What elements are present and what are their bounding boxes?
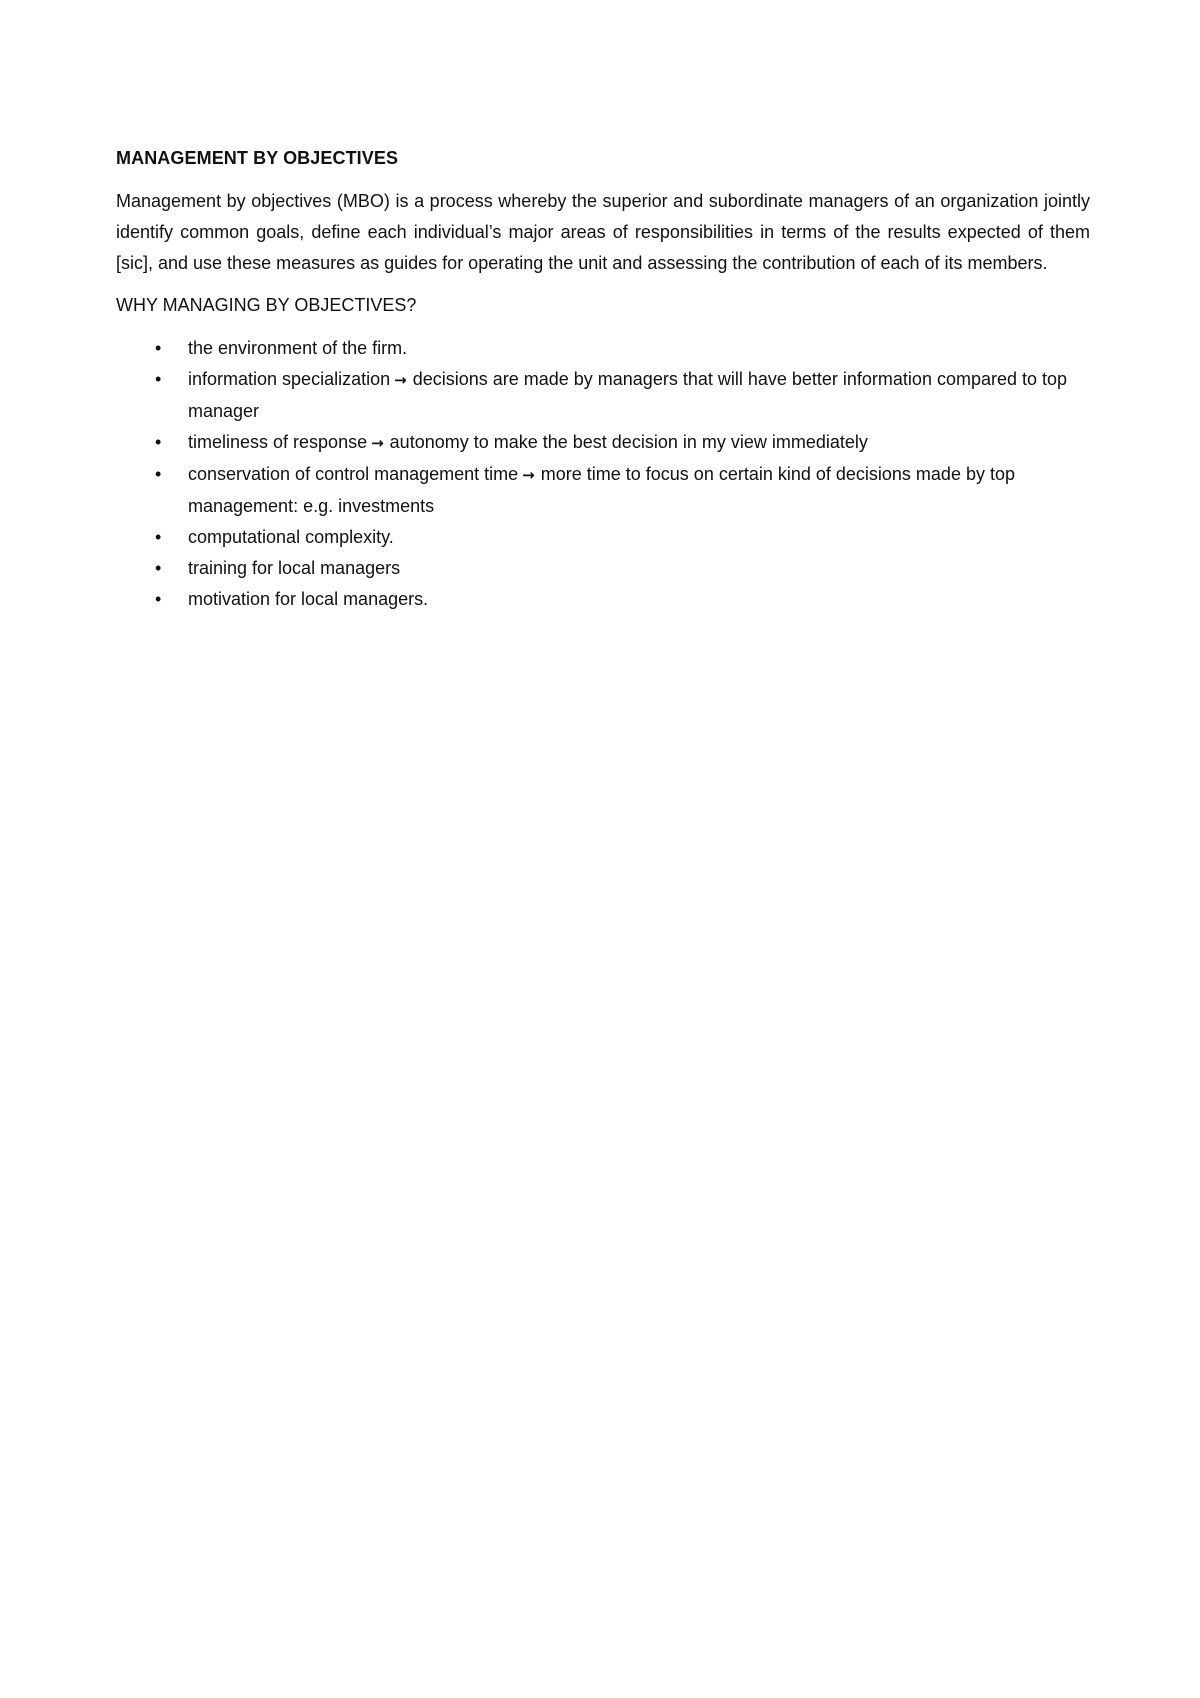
reason-term: computational complexity. [188,527,394,547]
reason-term: the environment of the firm. [188,338,408,358]
arrow-right-icon: → [371,434,384,452]
list-item [116,553,1090,584]
reason-detail: more time to focus on certain kind of decisions made by top management: e.g. investments [188,464,1015,516]
section-subheading: WHY MANAGING BY OBJECTIVES? [116,295,417,315]
reason-term: information specialization [188,369,391,389]
bullet-icon: • [155,558,162,578]
reasons-list [116,333,1090,615]
reason-detail: decisions are made by managers that will have better information compared to top manager [188,369,1068,421]
arrow-right-icon: → [522,466,535,484]
bullet-icon: • [155,369,162,389]
list-item [116,364,1090,427]
document-title: MANAGEMENT BY OBJECTIVES [116,148,399,168]
bullet-icon: • [155,338,162,358]
bullet-icon: • [155,589,162,609]
bullet-icon: • [155,527,162,547]
reason-term: motivation for local managers. [188,589,429,609]
list-item [116,459,1090,522]
reason-term: timeliness of response [188,432,368,452]
reason-detail: autonomy to make the best decision in my view immediately [389,432,868,452]
reason-term: training for local managers [188,558,401,578]
list-item [116,522,1090,553]
bullet-icon: • [155,432,162,452]
reason-term: conservation of control management time [188,464,519,484]
intro-paragraph: Management by objectives (MBO) is a process whereby the superior and subordinate managers of an organization jointly identify common goals, define each individual’s major areas of responsibilities in terms of the results expected of them [sic], and use these measures as guides for operating the unit and assessing the contribution of each of its members. [116,191,1090,273]
document-body [116,146,1090,615]
list-item [116,427,1090,459]
bullet-icon: • [155,464,162,484]
list-item [116,333,1090,364]
list-item [116,584,1090,615]
arrow-right-icon: → [394,371,407,389]
